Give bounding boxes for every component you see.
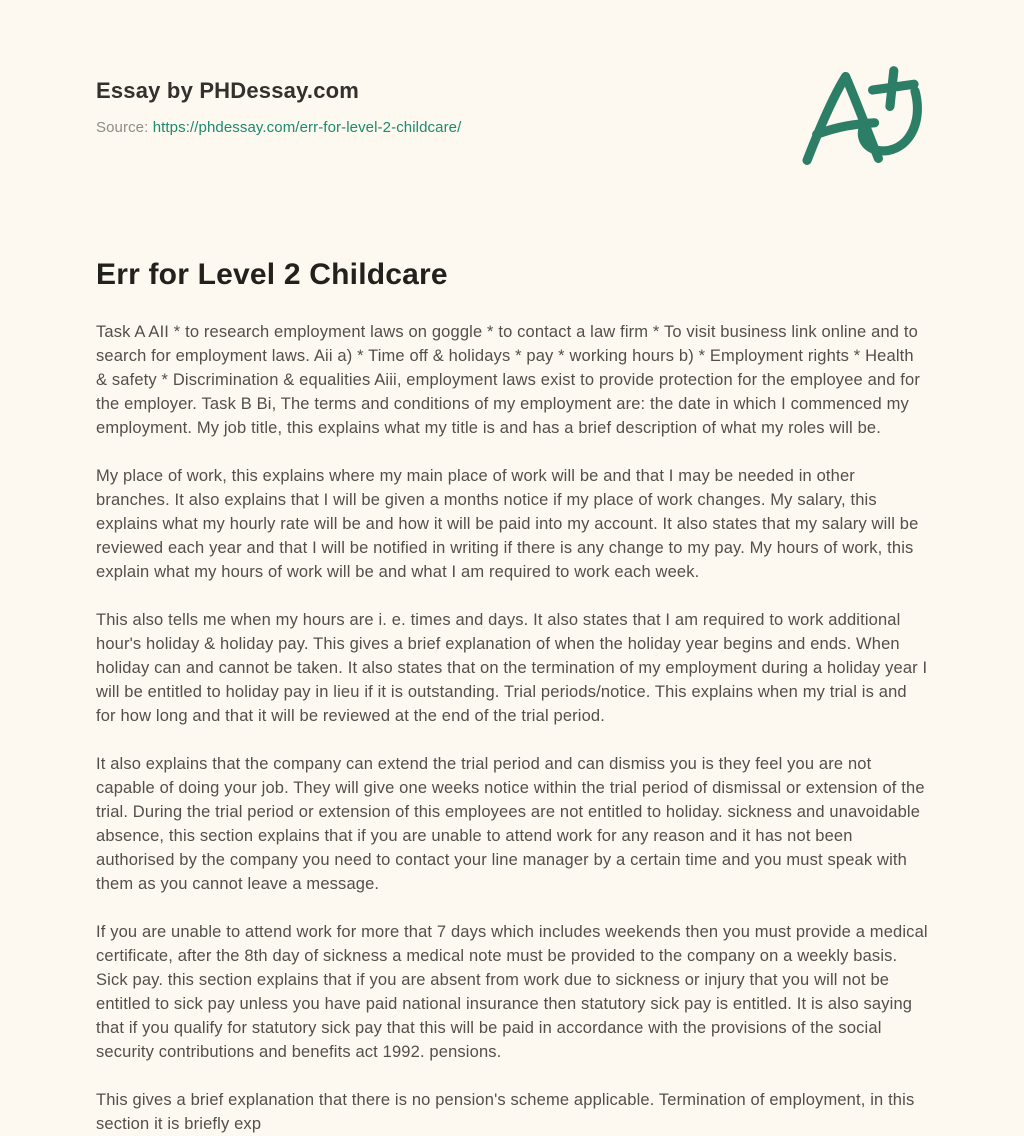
page-header: [96, 0, 928, 170]
site-title: Essay by PHDessay.com: [96, 78, 360, 103]
essay-paragraph: This also tells me when my hours are i. e. times and days. It also states that I am required to work additional hour's holiday & holiday pay. This gives a brief explanation of when the holiday year begins and ends. When holiday can and cannot be taken. It also states that on the termination of my employment during a holiday year I will be entitled to holiday pay in lieu if it is outstanding. Trial periods/notice. This explains when my trial is and for how long and that it will be reviewed at the end of the trial period.: [96, 611, 928, 725]
essay-title: Err for Level 2 Childcare: [96, 258, 448, 291]
source-line: [96, 119, 461, 136]
essay-paragraph: My place of work, this explains where my main place of work will be and that I may be needed in other branches. It also explains that I will be given a months notice if my place of work changes. My salary, this explains what my hourly rate will be and how it will be paid into my account. It also states that my salary will be reviewed each year and that I will be notified in writing if there is any change to my pay. My hours of work, this explain what my hours of work will be and what I am required to work each week.: [96, 467, 919, 581]
essay-paragraph: This gives a brief explanation that there is no pension's scheme applicable. Termination of employment, in this section it is briefly exp: [96, 1091, 915, 1133]
essay-paragraph: If you are unable to attend work for more that 7 days which includes weekends then you must provide a medical certificate, after the 8th day of sickness a medical note must be provided to the company on a weekly basis. Sick pay. this section explains that if you are absent from work due to sickness or injury that you will not be entitled to sick pay unless you have paid national insurance then statutory sick pay is entitled. It is also saying that if you qualify for statutory sick pay that this will be paid in accordance with the provisions of the social security contributions and benefits act 1992. pensions.: [96, 923, 928, 1061]
source-label: Source:: [96, 119, 149, 136]
header-text-block: [96, 0, 461, 136]
essay-paragraph: Task A AII * to research employment laws on goggle * to contact a law firm * To visit business link online and to search for employment laws. Aii a) * Time off & holidays * pay * working hours b) * Employment rights * Health & safety * Discrimination & equalities Aiii, employment laws exist to provide protection for the employee and for the employer. Task B Bi, The terms and conditions of my employment are: the date in which I commenced my employment. My job title, this explains what my title is and has a brief description of what my roles will be.: [96, 323, 920, 437]
phdessay-a-plus-logo-icon: [796, 64, 928, 170]
essay-paragraph: It also explains that the company can extend the trial period and can dismiss you is they feel you are not capable of doing your job. They will give one weeks notice within the trial period of dismissal or extension of the trial. During the trial period or extension of this employees are not entitled to holiday. sickness and unavoidable absence, this section explains that if you are unable to attend work for any reason and it has not been authorised by the company you need to contact your line manager by a certain time and you must speak with them as you cannot leave a message.: [96, 755, 925, 893]
essay-body: [96, 320, 928, 1136]
source-url-link[interactable]: https://phdessay.com/err-for-level-2-childcare/: [152, 119, 462, 136]
